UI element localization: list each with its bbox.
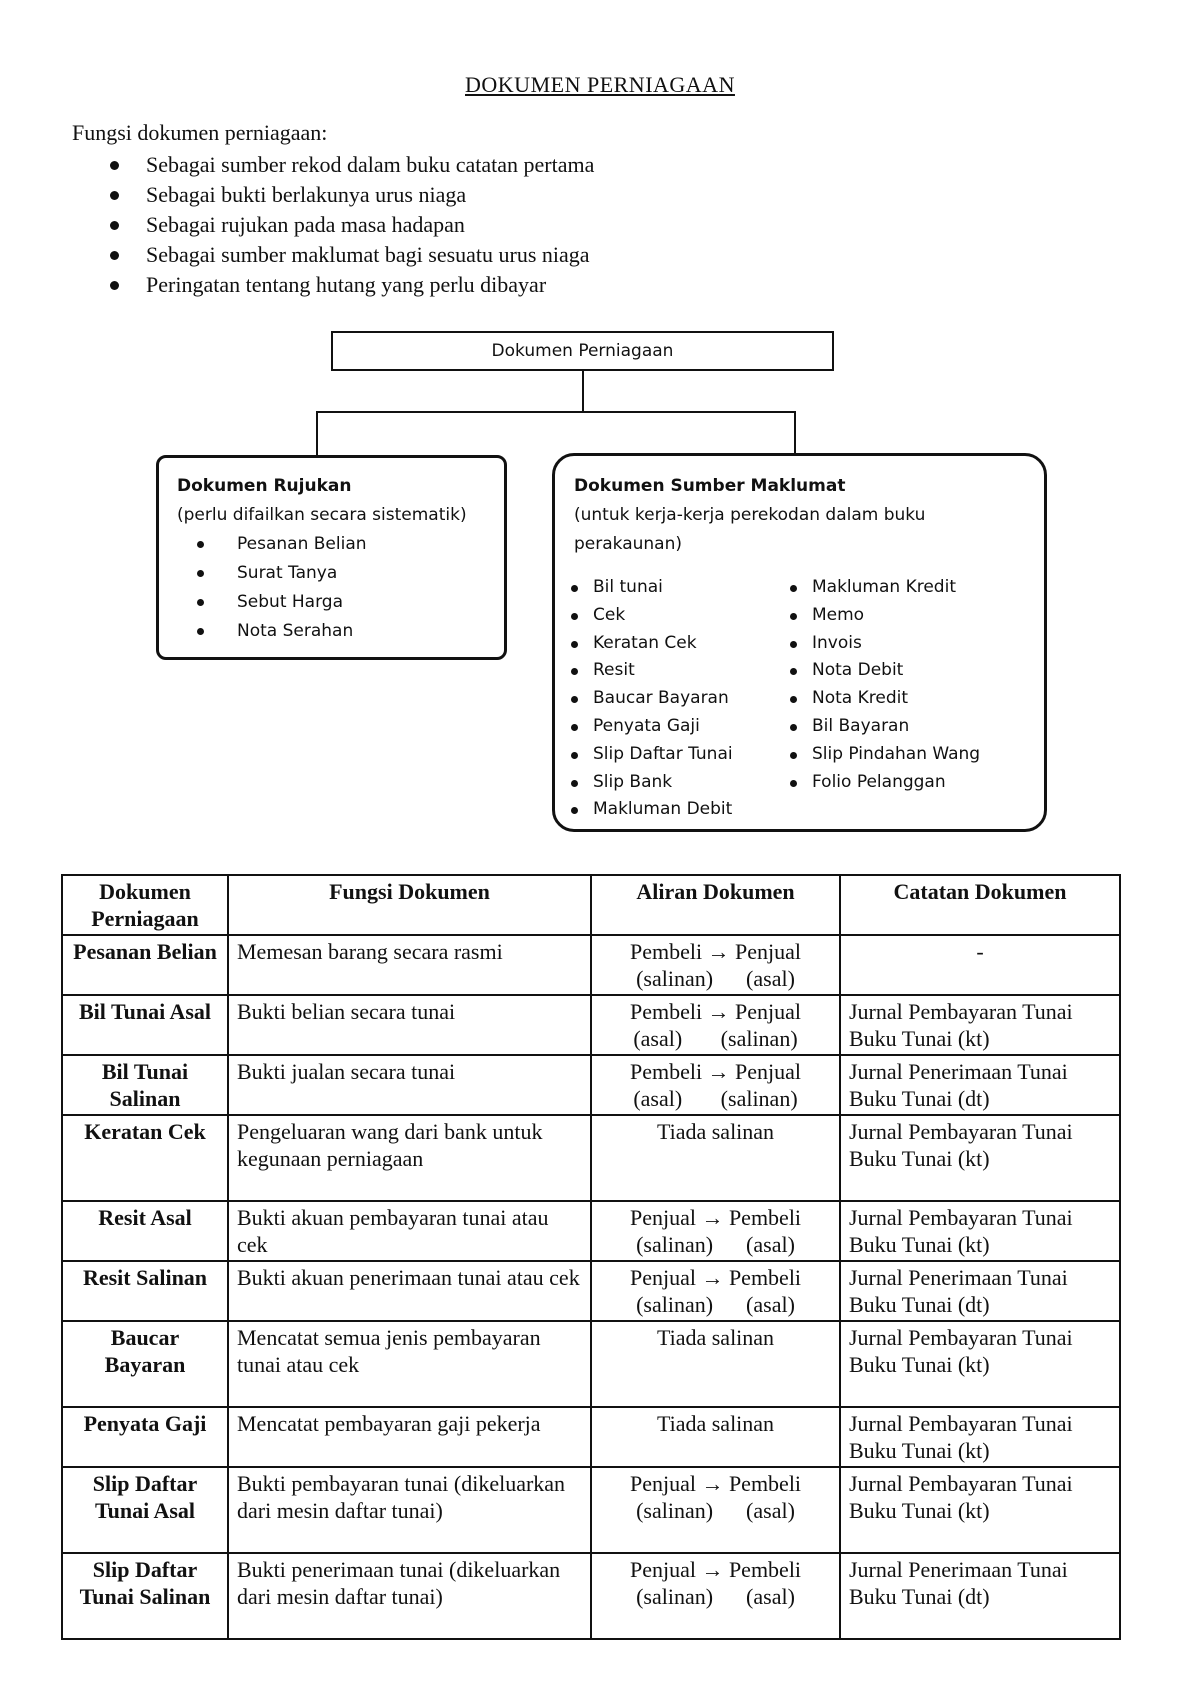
record-journal: Jurnal Penerimaan Tunai	[849, 1265, 1068, 1290]
table-row	[62, 1407, 1120, 1467]
flow-copies: (asal) (salinan)	[633, 1086, 798, 1111]
document-name-cell: Bil Tunai Salinan	[62, 1055, 228, 1115]
record-cashbook: Buku Tunai (kt)	[849, 1026, 990, 1051]
table-header-row	[62, 875, 1120, 935]
documents-table	[61, 874, 1121, 1640]
source-item: Cek	[569, 602, 733, 630]
source-item: Resit	[569, 657, 733, 685]
source-items-right-list	[788, 574, 980, 796]
intro-bullet: Sebagai sumber maklumat bagi sesuatu urus niaga	[108, 240, 594, 270]
document-function-cell: Mencatat semua jenis pembayaran tunai atau cek	[228, 1321, 591, 1407]
table-row	[62, 1201, 1120, 1261]
connector-line	[316, 411, 318, 456]
document-flow-cell	[591, 1055, 840, 1115]
intro-bullet: Peringatan tentang hutang yang perlu dibayar	[108, 270, 594, 300]
intro-bullet-list	[108, 150, 594, 300]
connector-line	[582, 371, 584, 412]
flow-copies: (salinan) (asal)	[636, 966, 795, 991]
flow-direction: Tiada salinan	[656, 1119, 775, 1144]
record-journal: Jurnal Pembayaran Tunai	[849, 1325, 1073, 1350]
flow-direction: Tiada salinan	[656, 1325, 775, 1350]
table-row	[62, 995, 1120, 1055]
reference-item: Pesanan Belian	[195, 530, 504, 559]
document-record-cell	[840, 1321, 1120, 1407]
source-item: Baucar Bayaran	[569, 685, 733, 713]
table-row	[62, 1115, 1120, 1201]
connector-line	[794, 411, 796, 454]
flow-direction: Pembeli → Penjual	[629, 999, 802, 1024]
intro-bullet: Sebagai rujukan pada masa hadapan	[108, 210, 594, 240]
document-flow-cell	[591, 1115, 840, 1201]
source-box-note: (untuk kerja-kerja perekodan dalam buku perakaunan)	[574, 505, 926, 554]
document-flow-cell	[591, 1201, 840, 1261]
document-name-cell: Resit Salinan	[62, 1261, 228, 1321]
table-row	[62, 1321, 1120, 1407]
reference-item: Surat Tanya	[195, 559, 504, 588]
document-record-cell	[840, 995, 1120, 1055]
document-function-cell: Memesan barang secara rasmi	[228, 935, 591, 995]
reference-item: Nota Serahan	[195, 617, 504, 646]
source-box-title: Dokumen Sumber Maklumat	[574, 476, 846, 496]
record-journal: Jurnal Pembayaran Tunai	[849, 1205, 1073, 1230]
source-documents-box	[552, 453, 1047, 832]
document-name-cell: Bil Tunai Asal	[62, 995, 228, 1055]
document-function-cell: Bukti akuan penerimaan tunai atau cek	[228, 1261, 591, 1321]
document-name-cell: Pesanan Belian	[62, 935, 228, 995]
column-header: Catatan Dokumen	[840, 875, 1120, 935]
document-record-cell	[840, 1055, 1120, 1115]
flow-direction: Tiada salinan	[656, 1411, 775, 1436]
source-item: Keratan Cek	[569, 630, 733, 658]
source-items-left-list	[569, 574, 733, 824]
document-name-cell: Penyata Gaji	[62, 1407, 228, 1467]
table-row	[62, 1055, 1120, 1115]
record-journal: Jurnal Pembayaran Tunai	[849, 1119, 1073, 1144]
intro-heading: Fungsi dokumen perniagaan:	[72, 120, 328, 145]
source-item: Memo	[788, 602, 980, 630]
flow-direction: Penjual → Pembeli	[629, 1557, 802, 1582]
document-flow-cell	[591, 1467, 840, 1553]
reference-item: Sebut Harga	[195, 588, 504, 617]
record-cashbook: Buku Tunai (dt)	[849, 1086, 990, 1111]
column-header: Fungsi Dokumen	[228, 875, 591, 935]
document-function-cell: Bukti belian secara tunai	[228, 995, 591, 1055]
document-flow-cell	[591, 995, 840, 1055]
document-name-cell: Baucar Bayaran	[62, 1321, 228, 1407]
document-function-cell: Bukti jualan secara tunai	[228, 1055, 591, 1115]
document-name-cell: Slip Daftar Tunai Asal	[62, 1467, 228, 1553]
source-item: Penyata Gaji	[569, 713, 733, 741]
source-item: Bil Bayaran	[788, 713, 980, 741]
table-row	[62, 935, 1120, 995]
intro-bullet: Sebagai sumber rekod dalam buku catatan pertama	[108, 150, 594, 180]
flow-copies: (salinan) (asal)	[636, 1498, 795, 1523]
flow-copies: (salinan) (asal)	[636, 1584, 795, 1609]
document-flow-cell	[591, 1261, 840, 1321]
connector-line	[316, 411, 796, 413]
document-record-cell	[840, 1261, 1120, 1321]
document-name-cell: Resit Asal	[62, 1201, 228, 1261]
reference-items-list	[177, 530, 504, 646]
table-row	[62, 1261, 1120, 1321]
table-body	[62, 935, 1120, 1639]
source-item: Slip Pindahan Wang	[788, 741, 980, 769]
document-function-cell: Bukti pembayaran tunai (dikeluarkan dari mesin daftar tunai)	[228, 1467, 591, 1553]
source-item: Slip Bank	[569, 769, 733, 797]
document-name-cell: Slip Daftar Tunai Salinan	[62, 1553, 228, 1639]
reference-box-title: Dokumen Rujukan	[177, 476, 352, 496]
flow-direction: Pembeli → Penjual	[629, 939, 802, 964]
document-function-cell: Pengeluaran wang dari bank untuk kegunaan perniagaan	[228, 1115, 591, 1201]
document-record-cell	[840, 1467, 1120, 1553]
document-flow-cell	[591, 1553, 840, 1639]
record-journal: -	[976, 939, 984, 964]
source-item: Invois	[788, 630, 980, 658]
source-item: Makluman Debit	[569, 796, 733, 824]
flow-direction: Pembeli → Penjual	[629, 1059, 802, 1084]
record-cashbook: Buku Tunai (kt)	[849, 1352, 990, 1377]
source-item: Nota Kredit	[788, 685, 980, 713]
document-record-cell	[840, 1201, 1120, 1261]
document-name-cell: Keratan Cek	[62, 1115, 228, 1201]
page-title: DOKUMEN PERNIAGAAN	[465, 72, 735, 97]
reference-box-note: (perlu difailkan secara sistematik)	[177, 505, 467, 525]
record-cashbook: Buku Tunai (kt)	[849, 1232, 990, 1257]
column-header: Dokumen Perniagaan	[62, 875, 228, 935]
record-journal: Jurnal Pembayaran Tunai	[849, 1471, 1073, 1496]
record-cashbook: Buku Tunai (kt)	[849, 1498, 990, 1523]
source-item: Bil tunai	[569, 574, 733, 602]
source-item: Folio Pelanggan	[788, 769, 980, 797]
record-cashbook: Buku Tunai (dt)	[849, 1584, 990, 1609]
document-function-cell: Bukti penerimaan tunai (dikeluarkan dari mesin daftar tunai)	[228, 1553, 591, 1639]
flow-copies: (salinan) (asal)	[636, 1292, 795, 1317]
reference-documents-box	[156, 455, 507, 660]
flow-direction: Penjual → Pembeli	[629, 1471, 802, 1496]
flow-copies: (asal) (salinan)	[633, 1026, 798, 1051]
flow-direction: Penjual → Pembeli	[629, 1205, 802, 1230]
document-flow-cell	[591, 1407, 840, 1467]
flow-direction: Penjual → Pembeli	[629, 1265, 802, 1290]
record-journal: Jurnal Penerimaan Tunai	[849, 1557, 1068, 1582]
document-function-cell: Mencatat pembayaran gaji pekerja	[228, 1407, 591, 1467]
document-record-cell	[840, 1407, 1120, 1467]
record-cashbook: Buku Tunai (kt)	[849, 1146, 990, 1171]
intro-bullet: Sebagai bukti berlakunya urus niaga	[108, 180, 594, 210]
record-cashbook: Buku Tunai (dt)	[849, 1292, 990, 1317]
document-record-cell	[840, 1553, 1120, 1639]
document-record-cell	[840, 935, 1120, 995]
document-function-cell: Bukti akuan pembayaran tunai atau cek	[228, 1201, 591, 1261]
source-item: Slip Daftar Tunai	[569, 741, 733, 769]
document-flow-cell	[591, 935, 840, 995]
record-journal: Jurnal Pembayaran Tunai	[849, 1411, 1073, 1436]
document-flow-cell	[591, 1321, 840, 1407]
table-row	[62, 1467, 1120, 1553]
record-cashbook: Buku Tunai (kt)	[849, 1438, 990, 1463]
diagram-root-box: Dokumen Perniagaan	[331, 331, 834, 371]
source-item: Makluman Kredit	[788, 574, 980, 602]
document-record-cell	[840, 1115, 1120, 1201]
table-row	[62, 1553, 1120, 1639]
record-journal: Jurnal Penerimaan Tunai	[849, 1059, 1068, 1084]
flow-copies: (salinan) (asal)	[636, 1232, 795, 1257]
source-item: Nota Debit	[788, 657, 980, 685]
record-journal: Jurnal Pembayaran Tunai	[849, 999, 1073, 1024]
column-header: Aliran Dokumen	[591, 875, 840, 935]
